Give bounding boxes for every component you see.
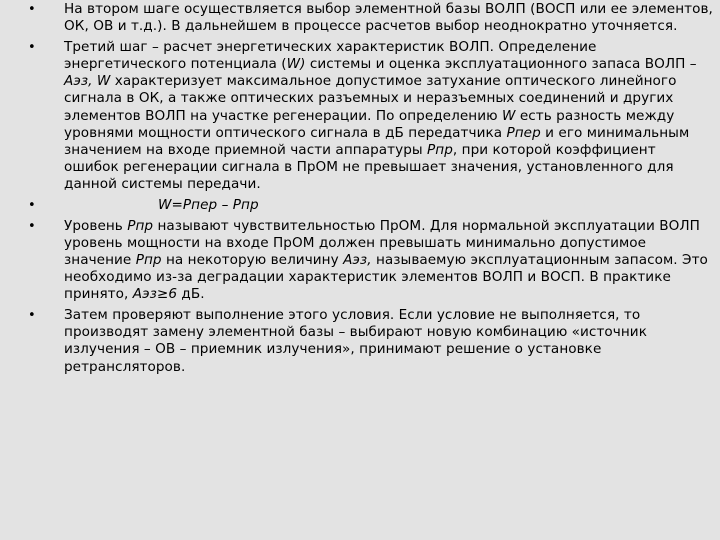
text-segment: На втором шаге осуществляется выбор элементной базы ВОЛП (ВОСП или ее элементов, ОК, ОВ и т.д.). В дальнейшем в процессе расчетов выбор неоднократно уточняется. xyxy=(64,1,713,35)
text-segment-italic: Рпр xyxy=(135,252,162,269)
text-segment-italic: W xyxy=(501,107,516,124)
bullet-list xyxy=(28,1,714,379)
bullet-marker: • xyxy=(28,218,36,234)
text-segment-italic: Рпр xyxy=(127,217,154,234)
bullet-marker: • xyxy=(28,2,36,17)
text-segment: Третий шаг – расчет энергетических характеристик ВОЛП. Определение энергетического потенциала ( xyxy=(64,38,597,72)
bullet-text xyxy=(64,1,714,35)
bullet-text xyxy=(64,218,714,304)
text-segment: Уровень xyxy=(64,217,128,234)
text-segment: , при которой коэффициент ошибок регенерации сигнала в ПрОМ не превышает значения, установленного для данной системы передачи. xyxy=(64,142,674,193)
text-segment-italic: Аэз≥6 xyxy=(132,286,178,303)
bullet-item-formula xyxy=(28,197,714,214)
bullet-text xyxy=(64,307,714,376)
bullet-text xyxy=(64,39,714,194)
text-segment-italic: W) xyxy=(286,56,306,72)
bullet-item-energy-calc xyxy=(28,39,714,194)
text-segment-italic: Рпер xyxy=(506,124,541,141)
text-segment: дБ. xyxy=(177,286,205,303)
bullet-marker: • xyxy=(28,308,36,324)
text-segment: называемую эксплуатационным запасом. Это необходимо из-за деградации характеристик элементов ВОЛП и ВОСП. В практике принято, xyxy=(64,252,708,303)
bullet-item-sensitivity xyxy=(28,218,714,304)
bullet-item-verification xyxy=(28,307,714,376)
text-segment-italic: Рпр xyxy=(427,142,453,159)
formula: W=Рпер – Рпр xyxy=(158,197,259,214)
text-segment: характеризует максимальное допустимое затухание оптического линейного сигнала в ОК, а также оптических разъемных и неразъемных соединений и других элементов ВОЛП на участке регенерации. По определению xyxy=(64,73,677,124)
text-segment: есть разность между уровнями мощности оптического сигнала в дБ передатчика xyxy=(64,107,675,141)
bullet-item-element-base xyxy=(28,1,714,35)
bullet-marker: • xyxy=(28,39,36,55)
formula-text xyxy=(64,197,714,214)
text-segment-italic: Аэз, xyxy=(343,252,372,269)
bullet-marker: • xyxy=(28,198,36,214)
text-segment: на некоторую величину xyxy=(161,252,344,269)
text-segment: системы и оценка эксплуатационного запаса ВОЛП – xyxy=(305,56,697,72)
text-segment: Затем проверяют выполнение этого условия. Если условие не выполняется, то производят замену элементной базы – выбирают новую комбинацию «источник излучения – ОВ – приемник излучения», принимают решение о установке ретрансляторов. xyxy=(64,307,647,375)
text-segment: называют чувствительностью ПрОМ. Для нормальной эксплуатации ВОЛП уровень мощности на входе ПрОМ должен превышать минимально допустимое значение xyxy=(64,217,700,269)
text-segment: и его минимальным значением на входе приемной части аппаратуры xyxy=(64,124,690,159)
text-segment-italic: Аэз, W xyxy=(64,73,111,90)
